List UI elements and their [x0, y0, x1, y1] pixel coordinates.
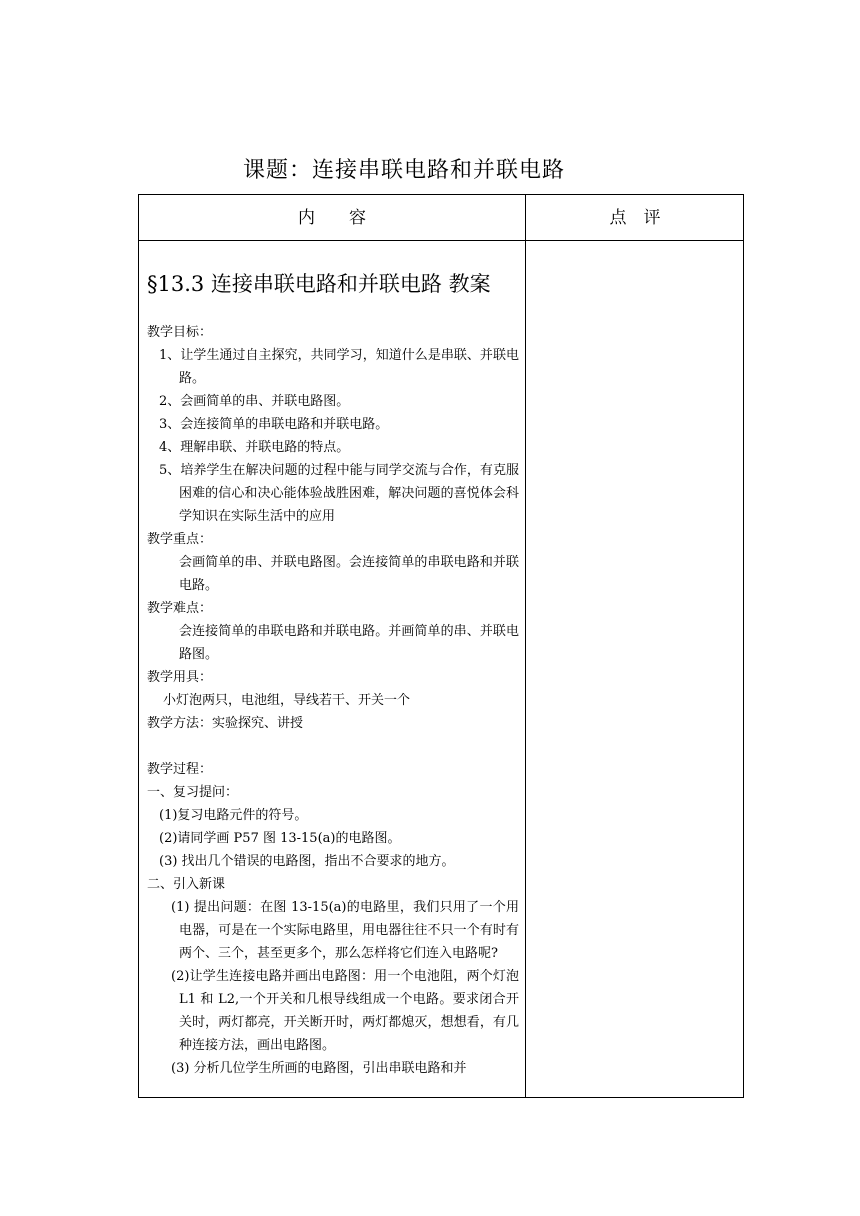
goal-item: 4、理解串联、并联电路的特点。 — [159, 440, 350, 455]
lesson-heading: §13.3 连接串联电路和并联电路 教案 — [147, 272, 491, 296]
page-title: 课题：连接串联电路和并联电路 — [243, 158, 566, 183]
goals-label: 教学目标： — [147, 325, 213, 340]
process-label: 教学过程： — [147, 762, 213, 777]
key-label: 教学重点： — [147, 532, 213, 547]
intro-item: (3) 分析几位学生所画的电路图，引出串联电路和并 — [171, 1061, 467, 1076]
method-text: 教学方法：实验探究、讲授 — [147, 716, 304, 731]
goal-item: 1、让学生通过自主探究，共同学习，知道什么是串联、并联电路。 — [159, 348, 519, 386]
content-cell — [147, 241, 519, 1080]
difficulty-text: 会连接简单的串联电路和并联电路。并画简单的串、并联电路图。 — [179, 624, 519, 662]
intro-label: 二、引入新课 — [147, 877, 226, 892]
goal-item: 5、培养学生在解决问题的过程中能与同学交流与合作，有克服困难的信心和决心能体验战胜困难，解决问题的喜悦体会科学知识在实际生活中的应用 — [159, 463, 519, 524]
review-label: 一、复习提问： — [147, 785, 239, 800]
column-divider — [525, 195, 526, 1097]
review-item: (2)请同学画 P57 图 13-15(a)的电路图。 — [159, 831, 401, 846]
goal-item: 2、会画简单的串、并联电路图。 — [159, 394, 350, 409]
review-item: (3) 找出几个错误的电路图，指出不合要求的地方。 — [159, 854, 455, 869]
tools-label: 教学用具： — [147, 670, 213, 685]
header-content: 内 容 — [298, 208, 366, 228]
review-item: (1)复习电路元件的符号。 — [159, 808, 308, 823]
goal-item: 3、会连接简单的串联电路和并联电路。 — [159, 417, 389, 432]
table-header — [139, 195, 743, 241]
header-review: 点 评 — [609, 208, 661, 228]
key-text: 会画简单的串、并联电路图。会连接简单的串联电路和并联电路。 — [179, 555, 519, 593]
difficulty-label: 教学难点： — [147, 601, 213, 616]
intro-item: (1) 提出问题：在图 13-15(a)的电路里，我们只用了一个用电器，可是在一个实际电路里，用电器往往不只一个有时有两个、三个，甚至更多个，那么怎样将它们连入电路呢? — [171, 900, 519, 961]
tools-text: 小灯泡两只，电池组，导线若干、开关一个 — [163, 693, 411, 708]
intro-item: (2)让学生连接电路并画出电路图：用一个电池阻，两个灯泡 L1 和 L2,一个开关和几根导线组成一个电路。要求闭合开关时，两灯都亮，开关断开时，两灯都熄灭，想想看，有几种连接方法，画出电路图。 — [171, 969, 519, 1053]
lesson-table — [138, 194, 744, 1098]
